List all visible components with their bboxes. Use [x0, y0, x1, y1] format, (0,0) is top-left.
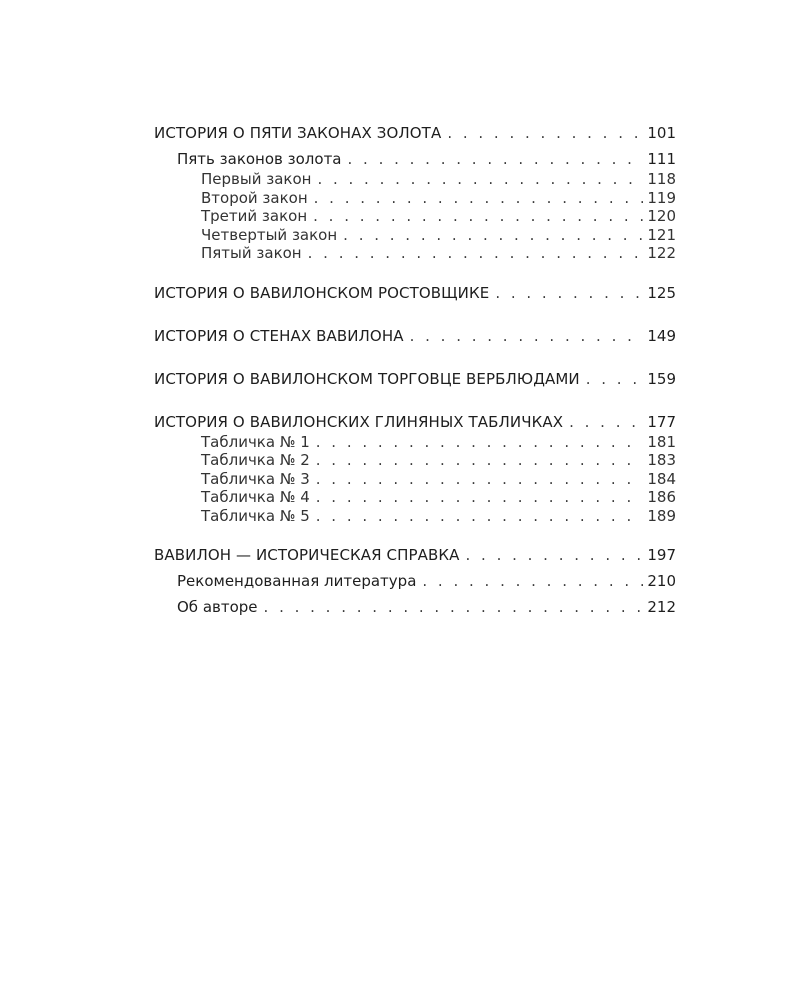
toc-entry-title: Пять законов золота	[177, 150, 342, 168]
toc-section-walls	[154, 323, 676, 349]
toc-section-clay-tablets	[154, 409, 676, 526]
toc-entry-page: 189	[647, 506, 676, 525]
table-of-contents	[154, 120, 676, 637]
toc-entry[interactable]	[154, 433, 676, 452]
toc-section-moneylender	[154, 280, 676, 306]
toc-entry-title: Табличка № 1	[201, 432, 310, 451]
dot-leader	[569, 409, 643, 435]
toc-entry-page: 212	[647, 598, 676, 616]
toc-entry[interactable]	[154, 280, 676, 306]
toc-section-camel-trader	[154, 366, 676, 392]
toc-entry[interactable]	[154, 146, 676, 172]
toc-entry-title: Четвертый закон	[201, 225, 338, 244]
toc-entry-title: ИСТОРИЯ О ВАВИЛОНСКОМ РОСТОВЩИКЕ	[154, 283, 490, 302]
toc-entry-page: 120	[647, 207, 676, 225]
dot-leader	[313, 207, 643, 226]
dot-leader	[316, 488, 644, 507]
toc-entry[interactable]	[154, 507, 676, 526]
dot-leader	[495, 280, 643, 306]
dot-leader	[348, 146, 644, 172]
toc-entry-title: Рекомендованная литература	[177, 572, 417, 590]
toc-entry-page: 118	[647, 170, 676, 188]
toc-section-gold-laws	[154, 120, 676, 263]
toc-entry[interactable]	[154, 170, 676, 189]
toc-entry-page: 186	[647, 488, 676, 506]
toc-entry-title: Табличка № 5	[201, 506, 310, 525]
toc-entry-title: Пятый закон	[201, 244, 302, 262]
toc-entry-page: 122	[647, 244, 676, 262]
toc-entry-page: 181	[647, 432, 676, 451]
toc-entry-page: 210	[647, 572, 676, 590]
toc-entry-title: Табличка № 4	[201, 488, 310, 506]
toc-entry-title: ИСТОРИЯ О ВАВИЛОНСКИХ ГЛИНЯНЫХ ТАБЛИЧКАХ	[154, 412, 564, 431]
toc-entry-title: Первый закон	[201, 170, 312, 188]
toc-entry[interactable]	[154, 409, 676, 435]
toc-entry[interactable]	[154, 568, 676, 594]
toc-entry-page: 125	[647, 283, 676, 302]
toc-entry-page: 159	[647, 369, 676, 388]
dot-leader	[343, 226, 643, 245]
toc-entry-page: 149	[647, 326, 676, 345]
toc-entry-page: 101	[647, 124, 676, 142]
dot-leader	[586, 366, 644, 392]
dot-leader	[316, 470, 644, 489]
toc-entry[interactable]	[154, 323, 676, 349]
toc-entry[interactable]	[154, 189, 676, 208]
toc-entry-page: 121	[647, 225, 676, 244]
dot-leader	[317, 170, 643, 189]
dot-leader	[466, 542, 644, 568]
toc-entry-title: ВАВИЛОН — ИСТОРИЧЕСКАЯ СПРАВКА	[154, 546, 460, 564]
toc-entry[interactable]	[154, 488, 676, 507]
toc-entry-title: Табличка № 2	[201, 451, 310, 469]
toc-entry-page: 184	[647, 469, 676, 488]
dot-leader	[316, 507, 644, 526]
toc-entry-title: ИСТОРИЯ О СТЕНАХ ВАВИЛОНА	[154, 326, 404, 345]
toc-entry-title: ИСТОРИЯ О ВАВИЛОНСКОМ ТОРГОВЦЕ ВЕРБЛЮДАМИ	[154, 369, 580, 388]
toc-entry[interactable]	[154, 120, 676, 146]
toc-entry[interactable]	[154, 226, 676, 245]
toc-entry[interactable]	[154, 366, 676, 392]
toc-section-historical-note	[154, 542, 676, 620]
dot-leader	[410, 323, 644, 349]
dot-leader	[447, 120, 643, 146]
toc-entry-page: 177	[647, 412, 676, 431]
dot-leader	[314, 189, 644, 208]
toc-entry-title: Об авторе	[177, 598, 258, 616]
toc-entry-title: Табличка № 3	[201, 469, 310, 488]
toc-entry-title: Второй закон	[201, 188, 308, 207]
dot-leader	[316, 433, 644, 452]
toc-entry-page: 119	[647, 188, 676, 207]
dot-leader	[308, 244, 644, 263]
toc-entry-page: 197	[647, 546, 676, 564]
toc-entry[interactable]	[154, 451, 676, 470]
toc-entry-title: ИСТОРИЯ О ПЯТИ ЗАКОНАХ ЗОЛОТА	[154, 124, 442, 142]
toc-entry-page: 111	[647, 150, 676, 168]
toc-entry-page: 183	[647, 451, 676, 469]
dot-leader	[316, 451, 644, 470]
toc-entry[interactable]	[154, 470, 676, 489]
dot-leader	[422, 568, 643, 594]
toc-entry-title: Третий закон	[201, 207, 308, 225]
dot-leader	[264, 594, 644, 620]
toc-entry[interactable]	[154, 244, 676, 263]
toc-entry[interactable]	[154, 542, 676, 568]
toc-entry[interactable]	[154, 207, 676, 226]
toc-entry[interactable]	[154, 594, 676, 620]
